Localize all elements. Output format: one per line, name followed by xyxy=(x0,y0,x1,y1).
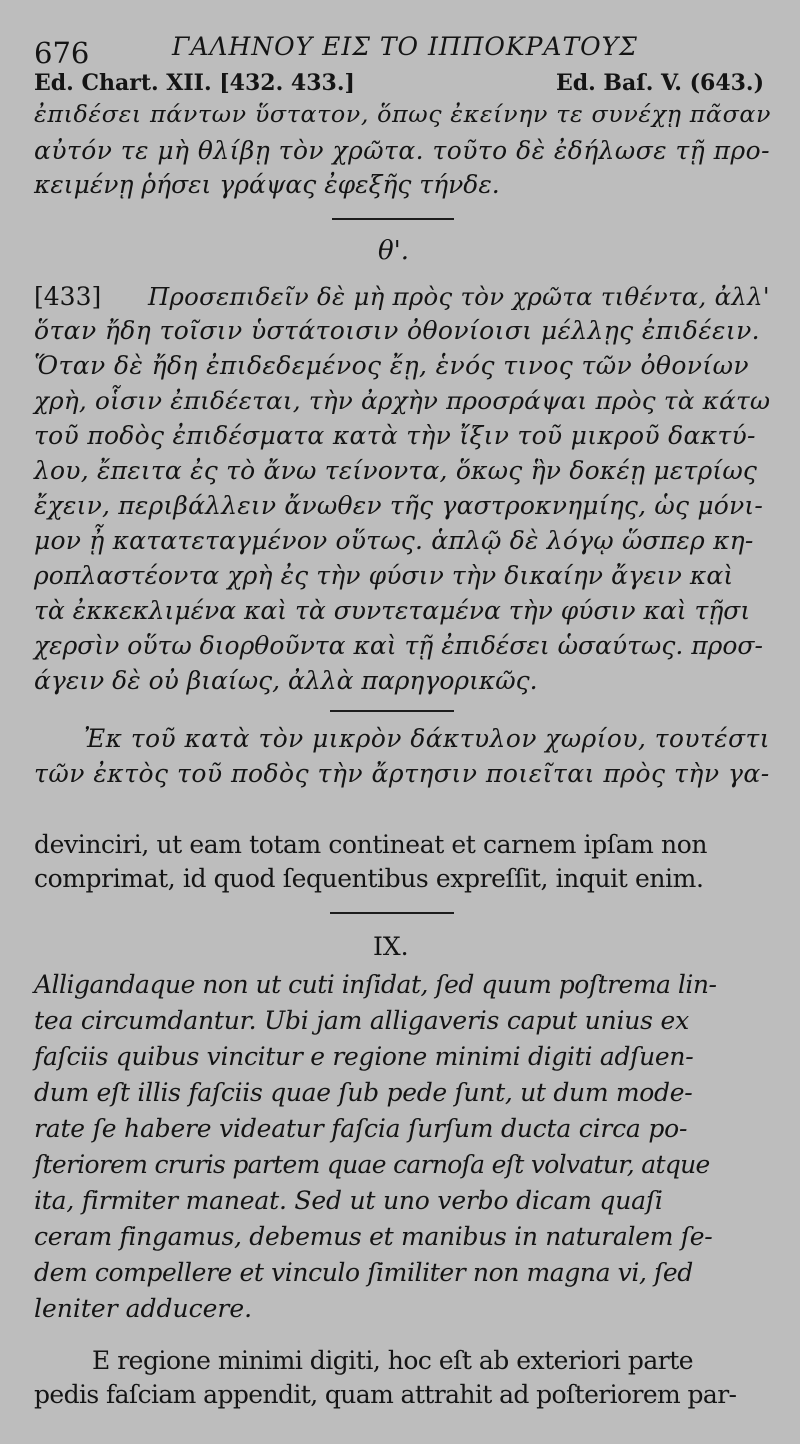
section-divider xyxy=(330,710,454,712)
latin-section-number: IX. xyxy=(373,932,409,961)
greek-section-line: χρὴ, οἷσιν ἐπιδέεται, τὴν ἀρχὴν προσράψαι πρὸς τὰ κάτω xyxy=(34,386,771,415)
greek-intro-line: αὐτόν τε μὴ θλίβῃ τὸν χρῶτα. τοῦτο δὲ ἐδήλωσε τῇ προ- xyxy=(34,136,771,165)
greek-section-line: μον ᾖ κατατεταγμένον οὕτως. ἁπλῷ δὲ λόγῳ ὥσπερ κη- xyxy=(34,526,754,555)
latin-section-line: faſciis quibus vincitur e regione minimi digiti adſuen- xyxy=(34,1042,694,1071)
edition-reference-right: Ed. Baſ. V. (643.) xyxy=(555,70,764,96)
running-title: ΓΑΛΗΝΟΥ ΕΙΣ ΤΟ ΙΠΠΟΚΡΑΤΟΥΣ xyxy=(172,32,638,61)
latin-section-line: leniter adducere. xyxy=(34,1294,253,1323)
latin-section-line: ſteriorem cruris partem quae carnoſa eſt volvatur, atque xyxy=(34,1150,710,1179)
greek-section-line: τοῦ ποδὸς ἐπιδέσματα κατὰ τὴν ἴξιν τοῦ μικροῦ δακτύ- xyxy=(34,421,756,450)
section-divider xyxy=(330,912,454,914)
greek-intro-line: ἐπιδέσει πάντων ὕστατον, ὅπως ἐκείνην τε συνέχῃ πᾶσαν xyxy=(34,100,772,128)
latin-section-line: rate ſe habere videatur faſcia ſurſum ducta circa po- xyxy=(34,1114,688,1143)
greek-section-line: τὰ ἐκκεκλιμένα καὶ τὰ συντεταμένα τὴν φύσιν καὶ τῇσι xyxy=(34,596,751,625)
latin-intro-line: devinciri, ut eam totam contineat et carnem ipſam non xyxy=(34,830,708,859)
latin-section-line: dem compellere et vinculo ſimiliter non magna vi, ſed xyxy=(34,1258,693,1287)
latin-commentary-line: pedis faſciam appendit, quam attrahit ad poſteriorem par- xyxy=(34,1380,737,1409)
greek-section-line: ἔχειν, περιβάλλειν ἄνωθεν τῆς γαστροκνημίης, ὡς μόνι- xyxy=(34,491,764,520)
greek-section-line: άγειν δὲ οὐ βιαίως, ἀλλὰ παρηγορικῶς. xyxy=(34,666,538,695)
greek-intro-line: κειμένῃ ῥήσει γράψας ἐφεξῆς τήνδε. xyxy=(34,170,500,199)
greek-section-line: λου, ἔπειτα ἐς τὸ ἄνω τείνοντα, ὅκως ἣν δοκέῃ μετρίως xyxy=(34,456,758,485)
greek-section-line: ροπλαστέοντα χρὴ ἐς τὴν φύσιν τὴν δικαίην ἄγειν καὶ xyxy=(34,561,734,590)
latin-section-line: dum eſt illis faſciis quae ſub pede ſunt, ut dum mode- xyxy=(34,1078,693,1107)
section-divider xyxy=(332,218,454,220)
latin-section-line: ita, firmiter maneat. Sed ut uno verbo dicam quaſi xyxy=(34,1186,663,1215)
greek-section-marker: [433] xyxy=(34,282,102,311)
latin-section-line: tea circumdantur. Ubi jam alligaveris caput unius ex xyxy=(34,1006,690,1035)
latin-section-line: ceram fingamus, debemus et manibus in naturalem ſe- xyxy=(34,1222,713,1251)
greek-commentary-line: τῶν ἐκτὸς τοῦ ποδὸς τὴν ἄρτησιν ποιεῖται πρὸς τὴν γα- xyxy=(34,759,770,788)
greek-section-number: θ'. xyxy=(378,236,410,266)
greek-section-line: ὅταν ἤδη τοῖσιν ὑστάτοισιν ὀθονίοισι μέλλῃς ἐπιδέειν. xyxy=(34,316,761,345)
greek-section-line: Προσεπιδεῖν δὲ μὴ πρὸς τὸν χρῶτα τιθέντα, ἀλλ' xyxy=(148,282,770,311)
page-number: 676 xyxy=(34,36,90,70)
latin-section-line: Alligandaque non ut cuti inſidat, ſed quum poſtrema lin- xyxy=(34,970,717,999)
latin-intro-line: comprimat, id quod ſequentibus expreſſit, inquit enim. xyxy=(34,864,704,893)
greek-commentary-line: Ἐκ τοῦ κατὰ τὸν μικρὸν δάκτυλον χωρίου, τουτέστι xyxy=(84,724,771,753)
greek-section-line: Ὅταν δὲ ἤδη ἐπιδεδεμένος ἔῃ, ἑνός τινος τῶν ὀθονίων xyxy=(34,351,749,380)
greek-section-line: χερσὶν οὕτω διορθοῦντα καὶ τῇ ἐπιδέσει ὡσαύτως. προσ- xyxy=(34,631,763,660)
latin-commentary-line: E regione minimi digiti, hoc eſt ab exteriori parte xyxy=(92,1346,694,1375)
edition-reference-left: Ed. Chart. XII. [432. 433.] xyxy=(34,70,355,96)
